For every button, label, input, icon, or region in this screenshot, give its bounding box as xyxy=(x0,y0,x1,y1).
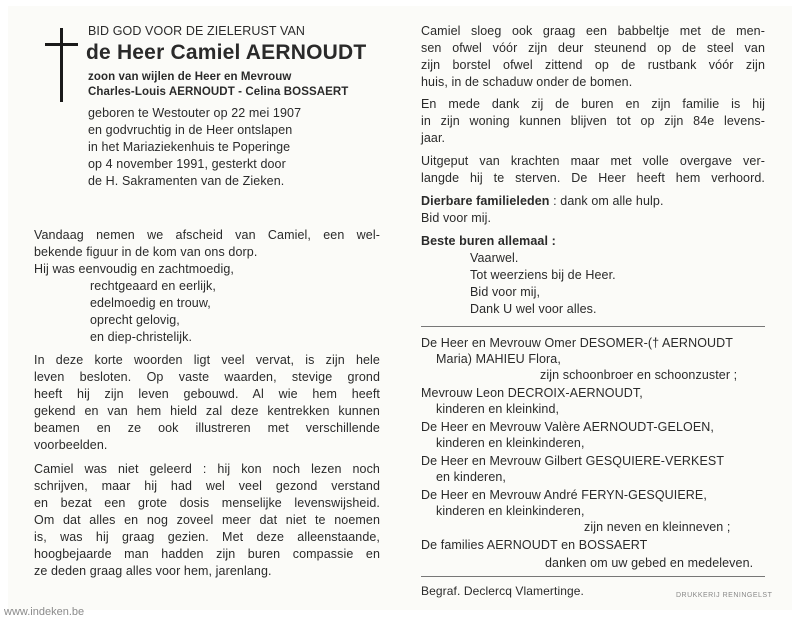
mourner-line: Mevrouw Leon DECROIX-AERNOUDT, xyxy=(421,386,643,400)
memorial-card xyxy=(8,6,792,610)
mourner-line: kinderen en kleinkinderen, xyxy=(436,504,585,518)
prayer-heading: BID GOD VOOR DE ZIELERUST VAN xyxy=(88,24,306,38)
neighbours-label: Beste buren allemaal : xyxy=(421,234,556,248)
mourner-line: en kinderen, xyxy=(436,470,506,484)
mourner-line: De Heer en Mevrouw Gilbert GESQUIERE-VERKEST xyxy=(421,454,725,468)
mourner-line: Maria) MAHIEU Flora, xyxy=(436,352,561,366)
text-line: zijn borstel ofwel zittend op de rustbank vóór zijn xyxy=(421,58,765,72)
mourner-line: De families AERNOUDT en BOSSAERT xyxy=(421,538,648,552)
text-line: schrijven, maar hij had wel veel gezond verstand xyxy=(34,479,380,493)
text-line: hoogbejaarde man hadden zijn buren compassie en xyxy=(34,547,380,561)
text-line: Camiel sloeg ook graag een babbeltje met de men- xyxy=(421,24,765,38)
text-line: heeft hij zijn leven gebouwd. Al wie hem heeft xyxy=(34,387,380,401)
mourner-line: kinderen en kleinkinderen, xyxy=(436,436,585,450)
site-watermark: www.indeken.be xyxy=(4,606,85,618)
parents-line-1: zoon van wijlen de Heer en Mevrouw xyxy=(88,71,292,83)
quality-line: en diep-christelijk. xyxy=(90,330,193,344)
farewell-line: Dank U wel voor alles. xyxy=(470,302,597,316)
text-line: ze deden graag alles voor hem, jarenlang. xyxy=(34,564,272,578)
mourner-line: zijn neven en kleinneven ; xyxy=(584,520,731,534)
divider xyxy=(421,576,765,577)
text-line: Camiel was niet geleerd : hij kon noch lezen noch xyxy=(34,462,380,476)
mourner-line: De Heer en Mevrouw André FERYN-GESQUIERE, xyxy=(421,488,707,502)
mourner-line: kinderen en kleinkind, xyxy=(436,402,560,416)
printer-imprint: DRUKKERIJ RENINGELST xyxy=(676,592,773,599)
quality-line: oprecht gelovig, xyxy=(90,313,180,327)
bio-line: in het Mariaziekenhuis te Poperinge xyxy=(88,140,291,154)
mourner-line: De Heer en Mevrouw Valère AERNOUDT-GELOEN, xyxy=(421,420,714,434)
text-line: in zijn woning kunnen blijven tot op zijn 84e levens- xyxy=(421,114,765,128)
text-line: leven besloten. Op vaste waarden, stevige grond xyxy=(34,370,380,384)
text-line: en bezat een grote dosis menselijke levenswijsheid. xyxy=(34,496,380,510)
text-line: huis, in de schaduw onder de bomen. xyxy=(421,75,633,89)
text-line: Om dat alles en nog zoveel meer dat niet te noemen xyxy=(34,513,380,527)
quality-line: edelmoedig en trouw, xyxy=(90,296,211,310)
mourner-line: danken om uw gebed en medeleven. xyxy=(545,556,754,570)
text-line: En mede dank zij de buren en zijn familie is hij xyxy=(421,97,765,111)
mourner-line: zijn schoonbroer en schoonzuster ; xyxy=(540,368,738,382)
farewell-line: Bid voor mij, xyxy=(470,285,541,299)
farewell-line: Vaarwel. xyxy=(470,251,519,265)
cross-icon xyxy=(60,28,63,102)
cross-icon-bar xyxy=(45,43,78,46)
bio-line: en godvruchtig in de Heer ontslapen xyxy=(88,123,293,137)
divider xyxy=(421,326,765,327)
text-line: gekend en van hem hield zal deze kentrekken kunnen xyxy=(34,404,380,418)
quality-line: rechtgeaard en eerlijk, xyxy=(90,279,216,293)
mourner-line: De Heer en Mevrouw Omer DESOMER-(† AERNOUDT xyxy=(421,336,734,350)
text-line: is, was hij graag gezien. Met deze alleenstaande, xyxy=(34,530,380,544)
family-text: : dank om alle hulp. xyxy=(549,194,664,208)
funeral-director: Begraf. Declercq Vlamertinge. xyxy=(421,584,584,598)
text-line: In deze korte woorden ligt veel vervat, is zijn hele xyxy=(34,353,380,367)
text-line: bekende figuur in de kom van ons dorp. xyxy=(34,245,258,259)
family-thanks xyxy=(421,194,664,209)
family-label: Dierbare familieleden xyxy=(421,194,550,208)
bio-line: de H. Sakramenten van de Zieken. xyxy=(88,174,285,188)
parents-line-2: Charles-Louis AERNOUDT - Celina BOSSAERT xyxy=(88,86,349,98)
bio-line: geboren te Westouter op 22 mei 1907 xyxy=(88,106,302,120)
text-line: jaar. xyxy=(421,131,446,145)
text-line: Uitgeput van krachten maar met volle overgave ver- xyxy=(421,154,765,168)
deceased-name: de Heer Camiel AERNOUDT xyxy=(86,41,367,64)
text-line: Hij was eenvoudig en zachtmoedig, xyxy=(34,262,234,276)
bio-line: op 4 november 1991, gesterkt door xyxy=(88,157,286,171)
text-line: voorbeelden. xyxy=(34,438,108,452)
text-line: Vandaag nemen we afscheid van Camiel, een wel- xyxy=(34,228,380,242)
farewell-line: Tot weerziens bij de Heer. xyxy=(470,268,616,282)
pray-line: Bid voor mij. xyxy=(421,211,492,225)
text-line: beamen en ze ook illustreren met verschillende xyxy=(34,421,380,435)
text-line: sen ofwel vóór zijn deur steunend op de steel van xyxy=(421,41,765,55)
text-line: langde hij te sterven. De Heer heeft hem verhoord. xyxy=(421,171,765,185)
